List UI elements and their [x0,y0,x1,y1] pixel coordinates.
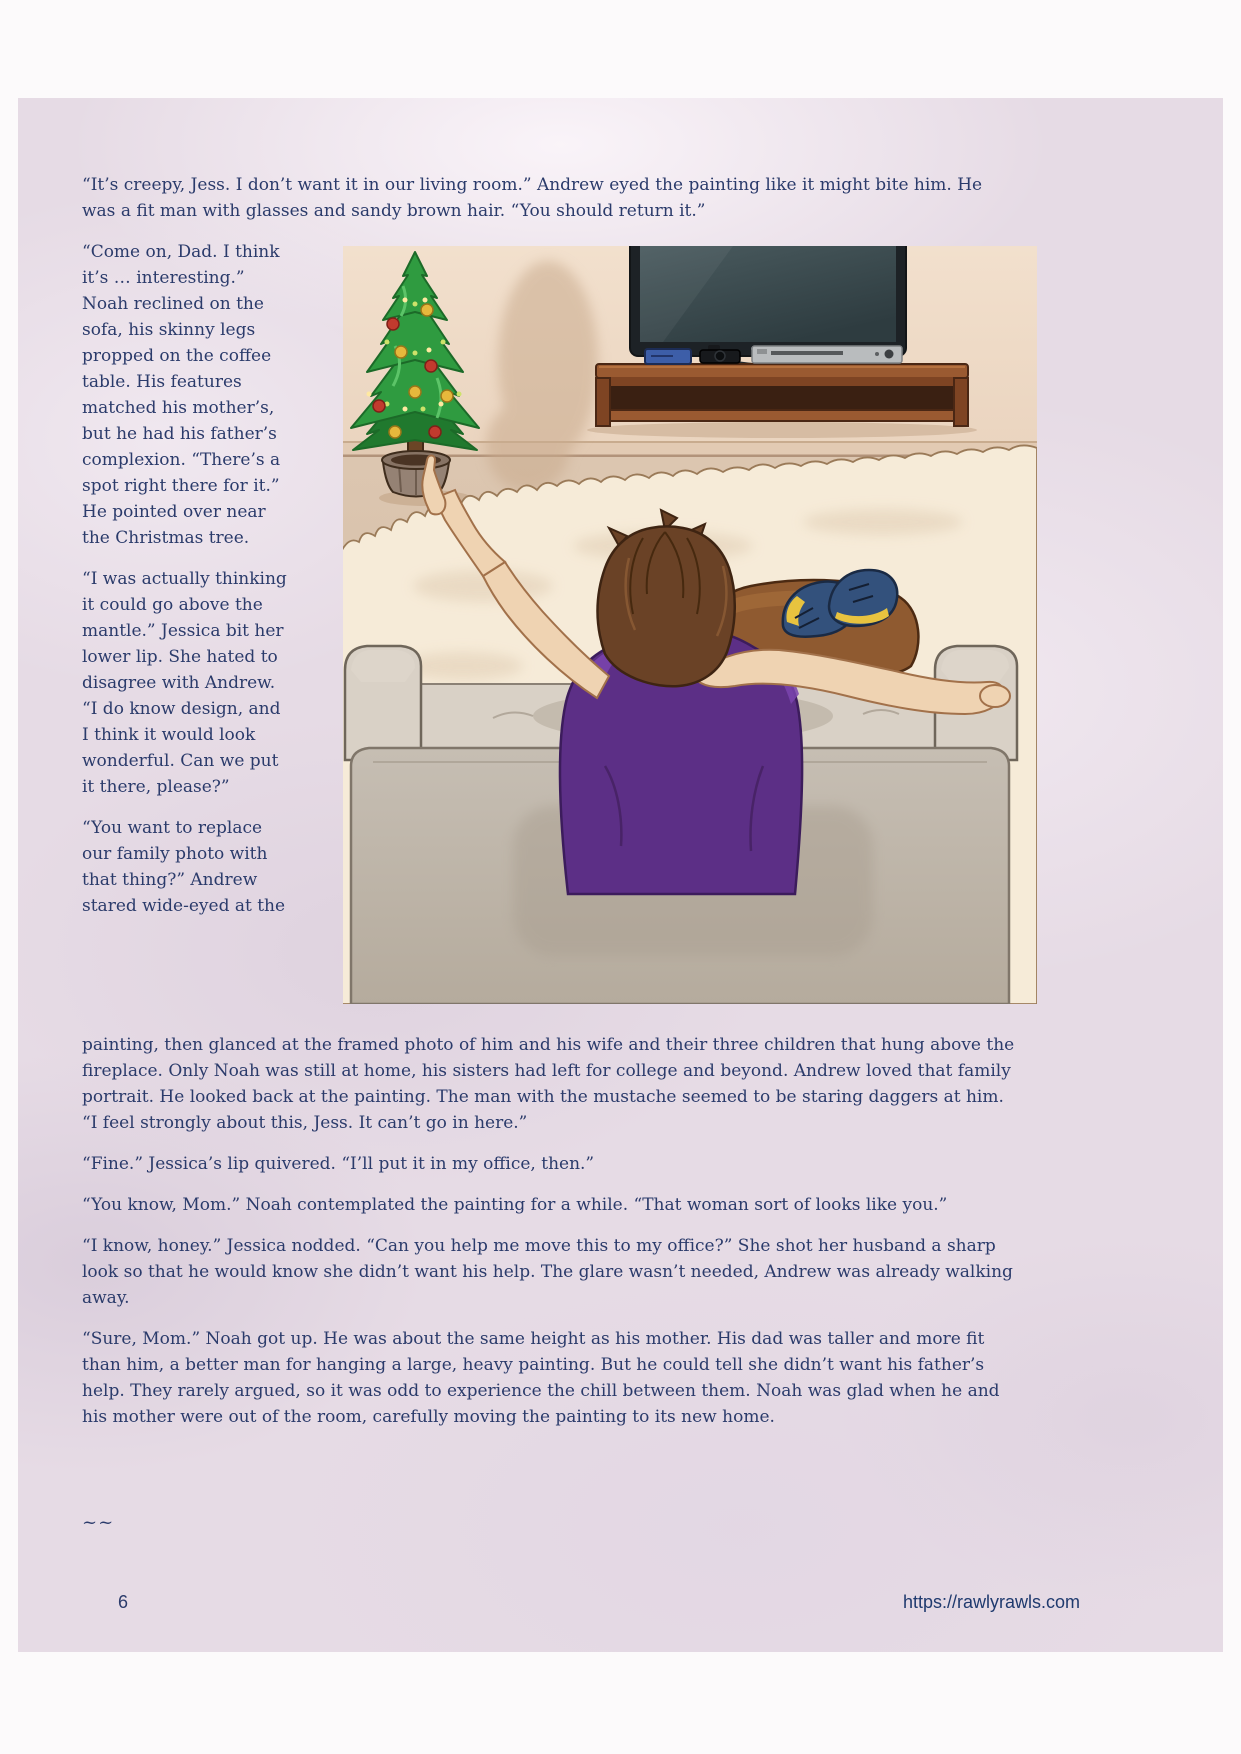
media-console [587,364,977,438]
paragraph: “You want to replace our family photo with that thing?” Andrew stared wide-eyed at the [82,818,286,916]
scene-break-marker: ~~ [82,1512,115,1533]
dvd-player [752,346,902,363]
site-url-link[interactable]: https://rawlyrawls.com [902,1592,1080,1612]
paragraph: painting, then glanced at the framed photo of him and his wife and their three children that hung above the fireplace. Only Noah was still at home, his sisters had left for college and beyond. Andrew loved that family portrait. He looked back at the painting. The man with the mustache seemed to be staring daggers at him. “I feel strongly about this, Jess. It can’t go in here.” [82,1035,1015,1133]
paragraph: “It’s creepy, Jess. I don’t want it in our living room.” Andrew eyed the painting like it might bite him. He was a fit man with glasses and sandy brown hair. “You should return it.” [82,175,983,221]
noah-right-hand [980,685,1010,707]
paragraph: “You know, Mom.” Noah contemplated the painting for a while. “That woman sort of looks like you.” [82,1195,948,1215]
game-console [645,349,691,364]
living-room-illustration [343,246,1037,1004]
paragraph: “Fine.” Jessica’s lip quivered. “I’ll put it in my office, then.” [82,1154,595,1174]
paragraph: “I was actually thinking it could go above the mantle.” Jessica bit her lower lip. She hated to disagree with Andrew. “I do know design, and I think it would look wonderful. Can we put it there, please?” [82,569,287,797]
page-number: 6 [118,1592,129,1612]
paragraph: “I know, honey.” Jessica nodded. “Can you help me move this to my office?” She shot her husband a sharp look so that he would know she didn’t want his help. The glare wasn’t needed, Andrew was already walking away. [82,1236,1013,1308]
story-page [18,98,1223,1652]
sofa-left-armrest [345,646,421,760]
console-shelf-opening [605,386,959,412]
paragraph: “Sure, Mom.” Noah got up. He was about the same height as his mother. His dad was taller and more fit than him, a better man for hanging a large, heavy painting. But he could tell she didn’t want his father’s help. They rarely argued, so it was odd to experience the chill between them. Noah was glad when he and his mother were out of the room, carefully moving the painting to its new home. [82,1329,1000,1427]
paragraph: “Come on, Dad. I think it’s … interesting.” Noah reclined on the sofa, his skinny legs propped on the coffee table. His features matched his mother’s, but he had his father’s complexion. “There’s a spot right there for it.” He pointed over near the Christmas tree. [82,242,281,548]
story-text [18,98,1223,1536]
living-room-scene [343,246,1037,1004]
